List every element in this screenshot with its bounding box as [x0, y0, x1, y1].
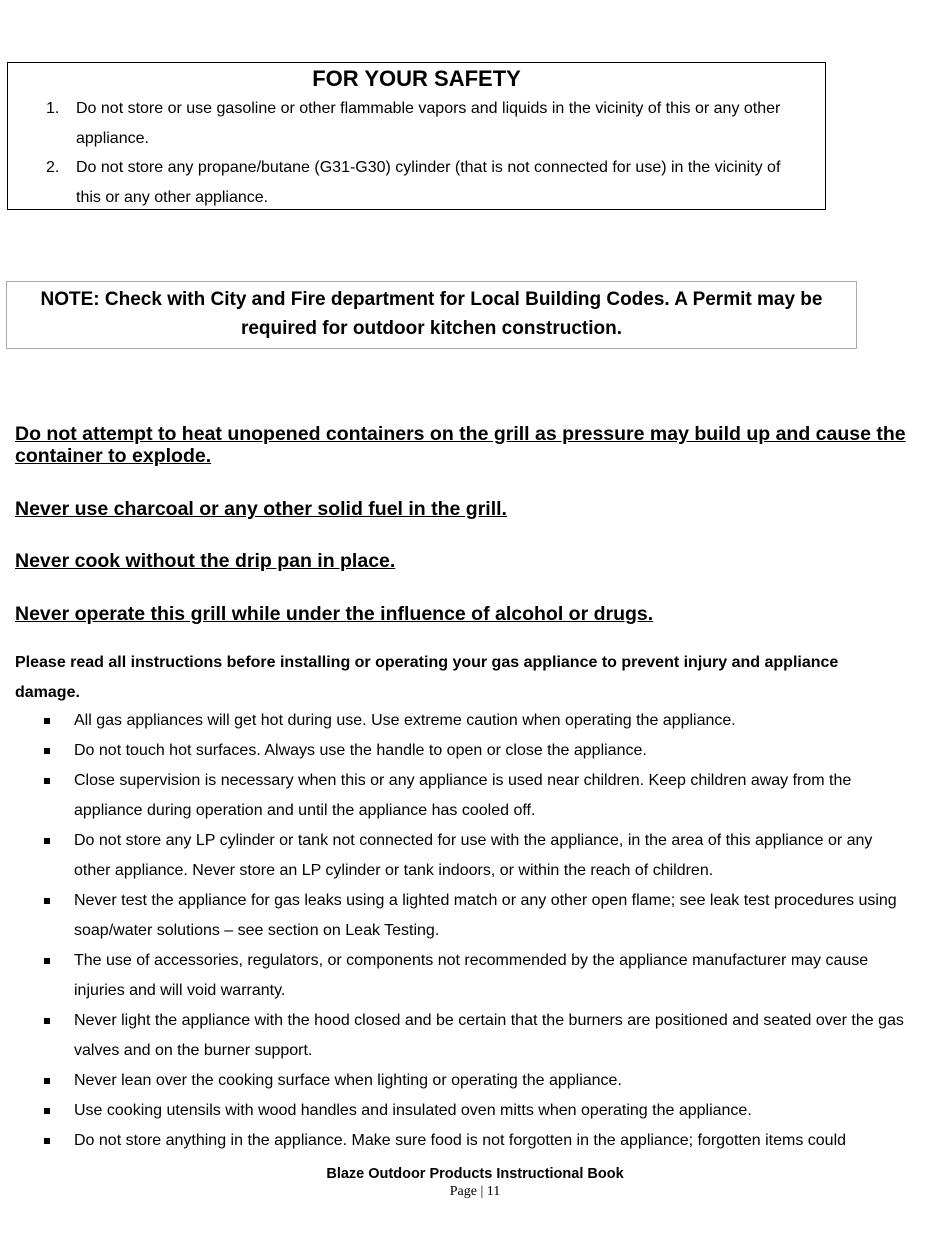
bullet-text: Use cooking utensils with wood handles and insulated oven mitts when operating the appliance. — [74, 1102, 752, 1119]
bullet-text: Do not store any LP cylinder or tank not connected for use with the appliance, in the area of this appliance or any other appliance. Never store an LP cylinder or tank indoors, or within the reach of children. — [74, 832, 873, 879]
bullet-item — [0, 1126, 950, 1156]
bullet-icon — [44, 1078, 50, 1084]
safety-box — [7, 62, 826, 210]
safety-bullet-list — [0, 706, 950, 1156]
permit-note-line-2: required for outdoor kitchen construction. — [240, 318, 623, 339]
safety-item-text: Do not store or use gasoline or other flammable vapors and liquids in the vicinity of this or any other appliance. — [76, 100, 781, 147]
bullet-text: Never test the appliance for gas leaks using a lighted match or any other open flame; see leak test procedures using soap/water solutions – see section on Leak Testing. — [74, 892, 897, 939]
bullet-item — [0, 946, 950, 1006]
bullet-text: All gas appliances will get hot during use. Use extreme caution when operating the appliance. — [74, 712, 736, 729]
bullet-icon — [44, 1138, 50, 1144]
bullet-icon — [44, 958, 50, 964]
bullet-icon — [44, 898, 50, 904]
safety-item — [8, 94, 825, 153]
safety-item-text: Do not store any propane/butane (G31-G30) cylinder (that is not connected for use) in the vicinity of this or any other appliance. — [76, 159, 781, 206]
warning-alcohol: Never operate this grill while under the influence of alcohol or drugs. — [15, 603, 654, 625]
bullet-item — [0, 736, 950, 766]
bullet-icon — [44, 748, 50, 754]
safety-list — [8, 94, 825, 212]
bullet-item — [0, 826, 950, 886]
safety-title: FOR YOUR SAFETY — [312, 66, 521, 91]
footer-book-title: Blaze Outdoor Products Instructional Book — [326, 1166, 624, 1182]
footer-page-number: Page | 11 — [449, 1184, 501, 1199]
safety-item-number: 1. — [46, 100, 60, 117]
bullet-text: Close supervision is necessary when this or any appliance is used near children. Keep children away from the appliance during operation and until the appliance has cooled off. — [74, 772, 852, 819]
bullet-text: Do not store anything in the appliance. Make sure food is not forgotten in the appliance; forgotten items could — [74, 1132, 847, 1149]
bullet-item — [0, 706, 950, 736]
bullet-text: Never light the appliance with the hood closed and be certain that the burners are positioned and seated over the gas valves and on the burner support. — [74, 1012, 904, 1059]
instructions-intro: Please read all instructions before installing or operating your gas appliance to prevent injury and appliance damage. — [15, 654, 839, 701]
bullet-text: Never lean over the cooking surface when lighting or operating the appliance. — [74, 1072, 622, 1089]
safety-item-number: 2. — [46, 159, 60, 176]
bullet-item — [0, 1066, 950, 1096]
safety-item — [8, 153, 825, 212]
warning-drip-pan: Never cook without the drip pan in place. — [15, 550, 396, 572]
bullet-icon — [44, 718, 50, 724]
permit-note-box — [6, 281, 857, 349]
warning-containers: Do not attempt to heat unopened containers on the grill as pressure may build up and cause the container to explode. — [15, 423, 906, 467]
bullet-item — [0, 1096, 950, 1126]
bullet-text: Do not touch hot surfaces. Always use the handle to open or close the appliance. — [74, 742, 647, 759]
bullet-icon — [44, 1108, 50, 1114]
bullet-icon — [44, 778, 50, 784]
bullet-icon — [44, 1018, 50, 1024]
bullet-item — [0, 1006, 950, 1066]
permit-note-line-1: NOTE: Check with City and Fire department for Local Building Codes. A Permit may be — [40, 289, 823, 310]
bullet-text: The use of accessories, regulators, or components not recommended by the appliance manufacturer may cause injuries and will void warranty. — [74, 952, 869, 999]
warning-charcoal: Never use charcoal or any other solid fuel in the grill. — [15, 498, 507, 520]
bullet-item — [0, 766, 950, 826]
bullet-item — [0, 886, 950, 946]
bullet-icon — [44, 838, 50, 844]
